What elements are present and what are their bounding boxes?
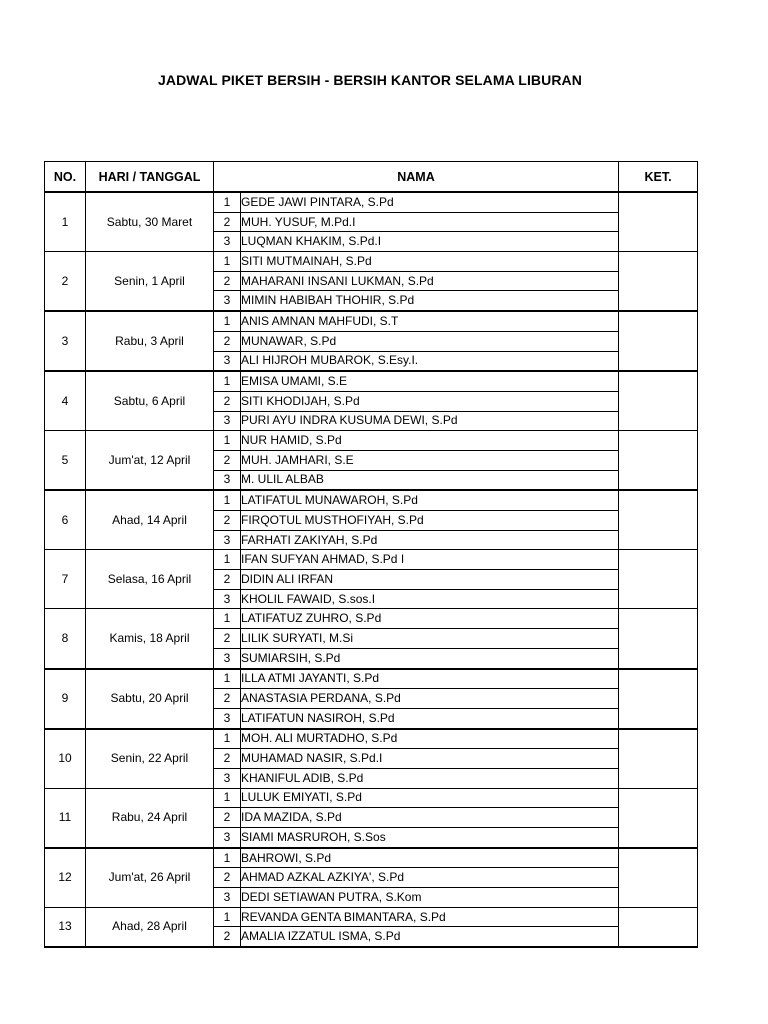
staff-name: FARHATI ZAKIYAH, S.Pd: [241, 530, 619, 550]
row-number: 3: [45, 311, 86, 371]
duty-schedule-table: [44, 161, 698, 948]
staff-name: LATIFATUL MUNAWAROH, S.Pd: [241, 490, 619, 510]
name-index: 3: [214, 411, 241, 431]
table-row: [45, 431, 698, 451]
staff-name: KHOLIL FAWAID, S.sos.I: [241, 589, 619, 609]
header-day: HARI / TANGGAL: [86, 162, 214, 193]
name-index: 3: [214, 291, 241, 311]
staff-name: MUHAMAD NASIR, S.Pd.I: [241, 749, 619, 769]
header-note: KET.: [619, 162, 698, 193]
name-index: 1: [214, 490, 241, 510]
page-title: JADWAL PIKET BERSIH - BERSIH KANTOR SELAMA LIBURAN: [158, 72, 582, 88]
duty-date: Senin, 1 April: [86, 252, 214, 312]
note-cell: [619, 729, 698, 789]
table-row: [45, 609, 698, 629]
staff-name: ANIS AMNAN MAHFUDI, S.T: [241, 311, 619, 331]
row-number: 12: [45, 848, 86, 908]
table-row: [45, 669, 698, 689]
name-index: 2: [214, 331, 241, 351]
row-number: 13: [45, 907, 86, 947]
note-cell: [619, 550, 698, 609]
header-name: NAMA: [214, 162, 619, 193]
table-row: [45, 550, 698, 570]
staff-name: GEDE JAWI PINTARA, S.Pd: [241, 192, 619, 212]
note-cell: [619, 788, 698, 848]
staff-name: FIRQOTUL MUSTHOFIYAH, S.Pd: [241, 511, 619, 531]
staff-name: NUR HAMID, S.Pd: [241, 431, 619, 451]
name-index: 2: [214, 391, 241, 411]
name-index: 3: [214, 589, 241, 609]
table-row: [45, 371, 698, 391]
staff-name: MIMIN HABIBAH THOHIR, S.Pd: [241, 291, 619, 311]
staff-name: LATIFATUN NASIROH, S.Pd: [241, 708, 619, 728]
name-index: 1: [214, 729, 241, 749]
staff-name: ANASTASIA PERDANA, S.Pd: [241, 689, 619, 709]
row-number: 1: [45, 192, 86, 252]
duty-date: Rabu, 3 April: [86, 311, 214, 371]
staff-name: AMALIA IZZATUL ISMA, S.Pd: [241, 927, 619, 947]
duty-date: Sabtu, 20 April: [86, 669, 214, 729]
name-index: 1: [214, 788, 241, 808]
staff-name: M. ULIL ALBAB: [241, 470, 619, 490]
table-row: [45, 907, 698, 927]
name-index: 2: [214, 212, 241, 232]
name-index: 1: [214, 669, 241, 689]
staff-name: AHMAD AZKAL AZKIYA', S.Pd: [241, 868, 619, 888]
staff-name: MUH. YUSUF, M.Pd.I: [241, 212, 619, 232]
name-index: 3: [214, 708, 241, 728]
table-row: [45, 192, 698, 212]
note-cell: [619, 848, 698, 908]
name-index: 3: [214, 470, 241, 490]
name-index: 1: [214, 609, 241, 629]
staff-name: KHANIFUL ADIB, S.Pd: [241, 768, 619, 788]
staff-name: ILLA ATMI JAYANTI, S.Pd: [241, 669, 619, 689]
name-index: 1: [214, 252, 241, 272]
note-cell: [619, 609, 698, 669]
row-number: 5: [45, 431, 86, 491]
table-row: [45, 848, 698, 868]
note-cell: [619, 907, 698, 947]
name-index: 3: [214, 888, 241, 908]
staff-name: IDA MAZIDA, S.Pd: [241, 808, 619, 828]
name-index: 3: [214, 648, 241, 668]
staff-name: PURI AYU INDRA KUSUMA DEWI, S.Pd: [241, 411, 619, 431]
row-number: 8: [45, 609, 86, 669]
duty-date: Ahad, 14 April: [86, 490, 214, 550]
staff-name: BAHROWI, S.Pd: [241, 848, 619, 868]
row-number: 2: [45, 252, 86, 312]
note-cell: [619, 252, 698, 312]
duty-date: Rabu, 24 April: [86, 788, 214, 848]
duty-date: Selasa, 16 April: [86, 550, 214, 609]
name-index: 3: [214, 232, 241, 252]
name-index: 2: [214, 689, 241, 709]
staff-name: SIAMI MASRUROH, S.Sos: [241, 828, 619, 848]
name-index: 1: [214, 371, 241, 391]
staff-name: DIDIN ALI IRFAN: [241, 570, 619, 590]
note-cell: [619, 192, 698, 252]
table-row: [45, 729, 698, 749]
table-row: [45, 252, 698, 272]
row-number: 9: [45, 669, 86, 729]
name-index: 2: [214, 808, 241, 828]
staff-name: LATIFATUZ ZUHRO, S.Pd: [241, 609, 619, 629]
staff-name: SITI KHODIJAH, S.Pd: [241, 391, 619, 411]
duty-date: Ahad, 28 April: [86, 907, 214, 947]
staff-name: MUH. JAMHARI, S.E: [241, 450, 619, 470]
name-index: 3: [214, 828, 241, 848]
duty-date: Sabtu, 6 April: [86, 371, 214, 431]
name-index: 1: [214, 192, 241, 212]
name-index: 1: [214, 848, 241, 868]
name-index: 2: [214, 749, 241, 769]
staff-name: LUQMAN KHAKIM, S.Pd.I: [241, 232, 619, 252]
duty-date: Senin, 22 April: [86, 729, 214, 789]
header-no: NO.: [45, 162, 86, 193]
table-header: [45, 162, 698, 193]
name-index: 2: [214, 868, 241, 888]
table-row: [45, 311, 698, 331]
row-number: 4: [45, 371, 86, 431]
name-index: 2: [214, 629, 241, 649]
row-number: 7: [45, 550, 86, 609]
name-index: 2: [214, 511, 241, 531]
staff-name: MOH. ALI MURTADHO, S.Pd: [241, 729, 619, 749]
row-number: 10: [45, 729, 86, 789]
name-index: 1: [214, 907, 241, 927]
table-row: [45, 788, 698, 808]
duty-date: Jum'at, 12 April: [86, 431, 214, 491]
table-row: [45, 490, 698, 510]
name-index: 2: [214, 271, 241, 291]
row-number: 11: [45, 788, 86, 848]
note-cell: [619, 669, 698, 729]
table-body: [45, 192, 698, 947]
name-index: 1: [214, 431, 241, 451]
name-index: 2: [214, 927, 241, 947]
staff-name: IFAN SUFYAN AHMAD, S.Pd I: [241, 550, 619, 570]
staff-name: ALI HIJROH MUBAROK, S.Esy.I.: [241, 351, 619, 371]
staff-name: MUNAWAR, S.Pd: [241, 331, 619, 351]
name-index: 1: [214, 550, 241, 570]
staff-name: SUMIARSIH, S.Pd: [241, 648, 619, 668]
note-cell: [619, 371, 698, 431]
note-cell: [619, 490, 698, 550]
staff-name: LILIK SURYATI, M.Si: [241, 629, 619, 649]
name-index: 1: [214, 311, 241, 331]
staff-name: LULUK EMIYATI, S.Pd: [241, 788, 619, 808]
staff-name: DEDI SETIAWAN PUTRA, S.Kom: [241, 888, 619, 908]
staff-name: REVANDA GENTA BIMANTARA, S.Pd: [241, 907, 619, 927]
name-index: 3: [214, 351, 241, 371]
name-index: 3: [214, 530, 241, 550]
name-index: 2: [214, 570, 241, 590]
name-index: 3: [214, 768, 241, 788]
note-cell: [619, 431, 698, 491]
duty-date: Jum'at, 26 April: [86, 848, 214, 908]
staff-name: MAHARANI INSANI LUKMAN, S.Pd: [241, 271, 619, 291]
duty-date: Kamis, 18 April: [86, 609, 214, 669]
name-index: 2: [214, 450, 241, 470]
staff-name: EMISA UMAMI, S.E: [241, 371, 619, 391]
staff-name: SITI MUTMAINAH, S.Pd: [241, 252, 619, 272]
note-cell: [619, 311, 698, 371]
row-number: 6: [45, 490, 86, 550]
duty-date: Sabtu, 30 Maret: [86, 192, 214, 252]
